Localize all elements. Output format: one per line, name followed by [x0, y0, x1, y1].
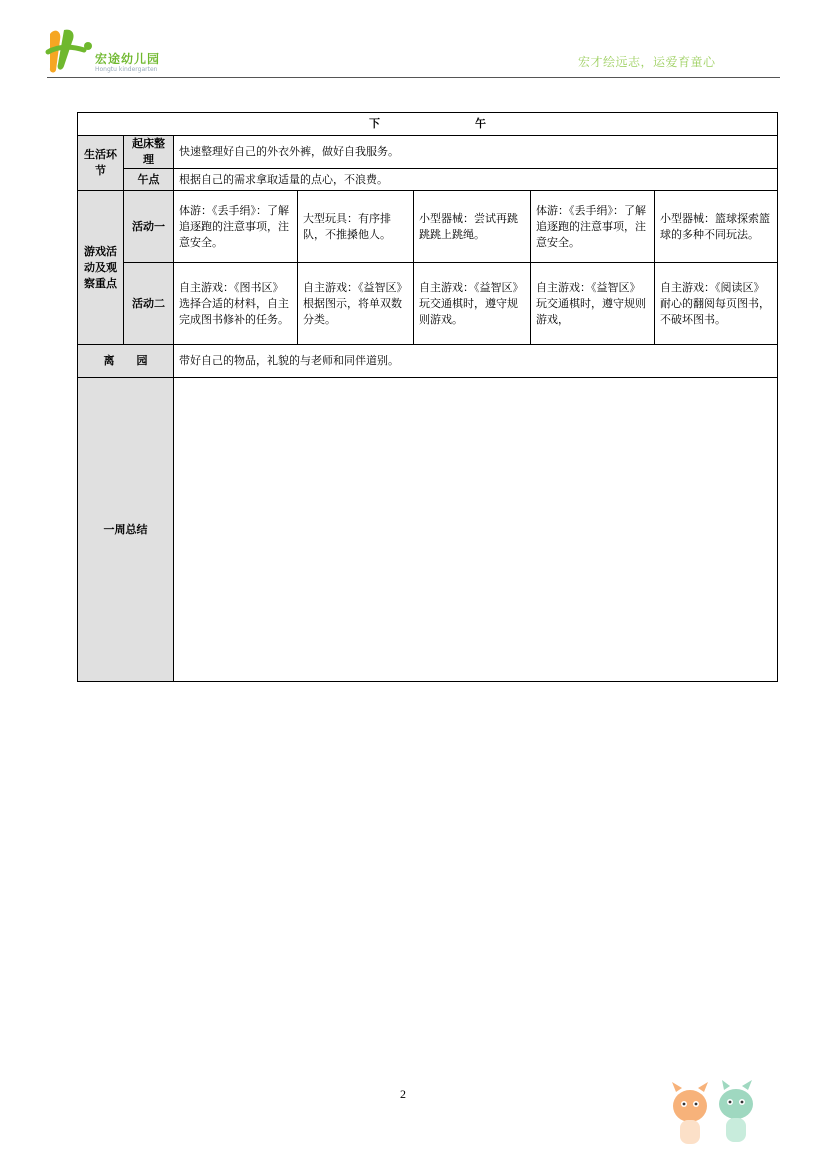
header-slogan: 宏才绘远志，运爱育童心 — [578, 55, 716, 69]
snack-label: 午点 — [124, 169, 174, 191]
mascot-illustration — [664, 1076, 764, 1152]
leave-label: 离 园 — [78, 345, 174, 378]
wake-content: 快速整理好自己的外衣外裤，做好自我服务。 — [174, 136, 778, 169]
activity1-cell: 体游：《丢手绢》：了解追逐跑的注意事项，注意安全。 — [531, 191, 655, 263]
activity2-label: 活动二 — [124, 263, 174, 345]
activity2-cell: 自主游戏：《益智区》玩交通棋时，遵守规则游戏， — [531, 263, 655, 345]
page-header — [0, 0, 827, 80]
life-section-label: 生活环节 — [78, 136, 124, 191]
weekly-summary-content — [174, 378, 778, 682]
activity2-cell: 自主游戏：《益智区》玩交通棋时，遵守规则游戏。 — [414, 263, 531, 345]
activity1-cell: 大型玩具：有序排队，不推搡他人。 — [298, 191, 414, 263]
afternoon-header: 下 午 — [78, 113, 778, 136]
wake-label: 起床整理 — [124, 136, 174, 169]
activity1-cell: 小型器械：尝试再跳跳跳上跳绳。 — [414, 191, 531, 263]
weekly-summary-label: 一周总结 — [78, 378, 174, 682]
activity2-cell: 自主游戏：《益智区》根据图示，将单双数分类。 — [298, 263, 414, 345]
logo-subtitle: Hongtu kindergarten — [95, 66, 158, 73]
leave-content: 带好自己的物品，礼貌的与老师和同伴道别。 — [174, 345, 778, 378]
logo-text: 宏途幼儿园 — [95, 52, 161, 66]
activity1-cell: 小型器械：篮球探索篮球的多种不同玩法。 — [655, 191, 778, 263]
page-number: 2 — [400, 1087, 406, 1101]
activity2-cell: 自主游戏：《阅读区》耐心的翻阅每页图书，不破坏图书。 — [655, 263, 778, 345]
games-section-label: 游戏活动及观察重点 — [78, 191, 124, 345]
afternoon-plan-table — [77, 112, 778, 682]
activity1-cell: 体游：《丢手绢》：了解追逐跑的注意事项，注意安全。 — [174, 191, 298, 263]
activity1-label: 活动一 — [124, 191, 174, 263]
header-divider — [47, 77, 780, 78]
activity2-cell: 自主游戏：《图书区》选择合适的材料，自主完成图书修补的任务。 — [174, 263, 298, 345]
snack-content: 根据自己的需求拿取适量的点心，不浪费。 — [174, 169, 778, 191]
